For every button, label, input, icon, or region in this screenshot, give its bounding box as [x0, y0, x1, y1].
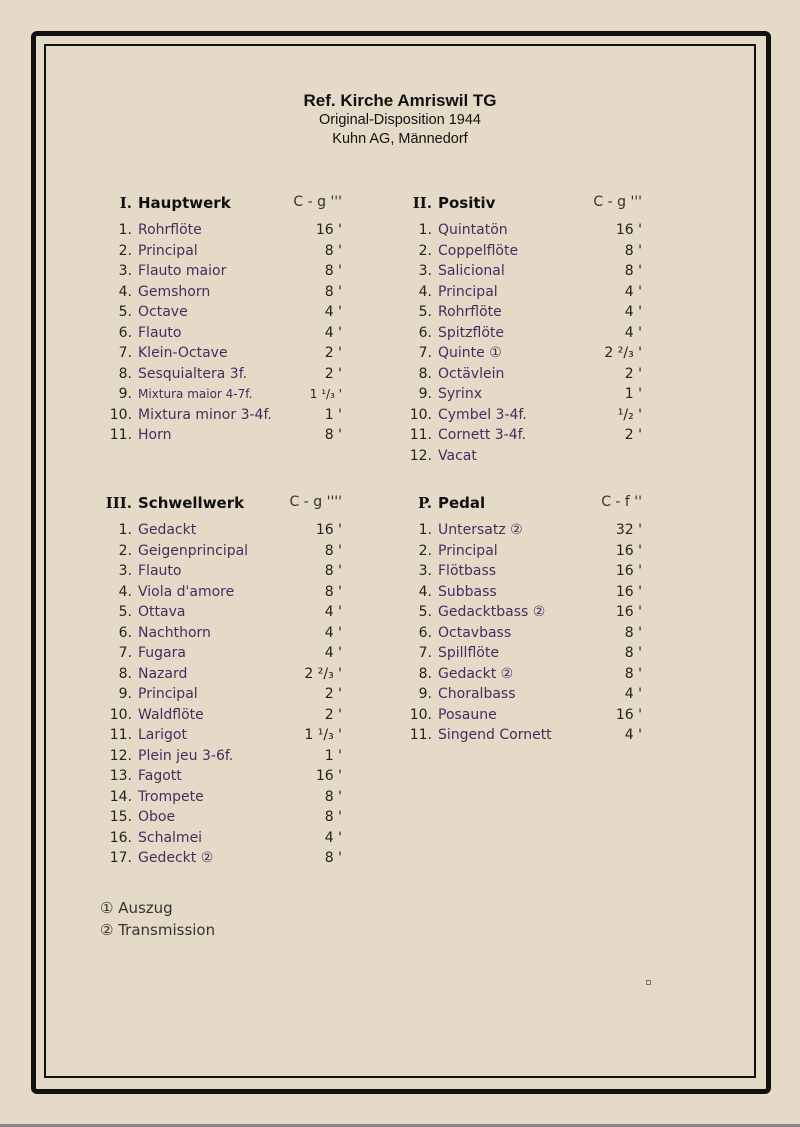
stop-row — [90, 364, 390, 385]
stop-name: Schalmei — [138, 829, 203, 846]
section-header — [90, 494, 390, 520]
stop-row — [390, 364, 690, 385]
stop-pitch: 16 ' — [615, 583, 642, 600]
stop-pitch: 1 ' — [324, 406, 342, 423]
stop-name: Cornett 3-4f. — [438, 427, 526, 443]
stop-row — [90, 828, 390, 849]
section-name: Hauptwerk — [138, 194, 231, 212]
stop-name: Octävlein — [438, 365, 505, 382]
stop-name: Nazard — [138, 665, 188, 682]
stop-row — [90, 541, 390, 562]
stop-name: Rohrflöte — [438, 304, 502, 320]
stop-name: Flauto — [138, 563, 182, 579]
document-title: Ref. Kirche Amriswil TG — [303, 91, 497, 110]
stop-row — [90, 425, 390, 446]
stop-name: Quinte ① — [438, 345, 502, 361]
stop-number: 9. — [418, 386, 432, 402]
stop-number: 11. — [409, 427, 432, 443]
small-square-mark — [646, 980, 651, 985]
stop-name: Spillflöte — [438, 645, 499, 661]
section-header — [390, 494, 690, 520]
stop-number: 11. — [109, 727, 132, 743]
stop-row — [390, 302, 690, 323]
stop-pitch: ¹/₂ ' — [617, 406, 642, 423]
section-compass: C - f '' — [601, 494, 642, 510]
stop-name: Gemshorn — [138, 283, 211, 300]
stop-pitch: 8 ' — [324, 788, 342, 805]
stop-row — [90, 664, 390, 685]
stop-row — [390, 220, 690, 241]
stop-row — [90, 766, 390, 787]
stop-name: Geigenprincipal — [138, 542, 249, 559]
section-compass: C - g '''' — [289, 494, 342, 510]
stop-name: Principal — [138, 686, 198, 702]
stop-number: 14. — [109, 788, 132, 805]
stop-pitch: 4 ' — [324, 324, 342, 341]
footnote-auszug: ① Auszug — [100, 899, 173, 917]
stop-number: 8. — [118, 665, 132, 682]
stop-pitch: 2 ' — [324, 345, 342, 361]
section-name: Schwellwerk — [138, 494, 245, 512]
stop-number: 17. — [109, 850, 132, 866]
stop-number: 2. — [118, 242, 132, 259]
stop-pitch: 8 ' — [324, 563, 342, 579]
stop-row — [390, 343, 690, 364]
stop-name: Trompete — [138, 788, 204, 805]
section-numeral: P. — [417, 494, 432, 512]
stop-name: Gedackt — [138, 522, 197, 538]
stop-pitch: 2 ' — [624, 427, 642, 443]
stop-number: 5. — [418, 304, 432, 320]
stop-row — [90, 261, 390, 282]
stop-row — [90, 602, 390, 623]
stop-pitch: 4 ' — [324, 304, 342, 320]
stop-row — [90, 582, 390, 603]
stop-number: 7. — [118, 645, 132, 661]
stop-name: Mixtura maior 4-7f. — [138, 387, 253, 401]
stop-row — [90, 807, 390, 828]
stop-name: Flauto — [138, 324, 182, 341]
section-header — [90, 194, 390, 220]
stop-row — [90, 302, 390, 323]
stop-name: Cymbel 3-4f. — [438, 406, 527, 423]
section-name: Positiv — [438, 194, 496, 212]
stop-number: 4. — [118, 583, 132, 600]
stop-row — [390, 705, 690, 726]
stop-number: 11. — [109, 427, 132, 443]
stop-name: Horn — [138, 427, 172, 443]
stop-name: Rohrflöte — [138, 222, 202, 238]
stop-row — [90, 705, 390, 726]
section-hauptwerk — [90, 194, 390, 446]
stop-name: Subbass — [438, 583, 497, 600]
stop-name: Fagott — [138, 768, 182, 784]
stop-row — [90, 241, 390, 262]
stop-pitch: 8 ' — [324, 583, 342, 600]
stop-name: Quintatön — [438, 222, 508, 238]
organ-builder: Kuhn AG, Männedorf — [332, 131, 468, 147]
section-numeral: III. — [105, 494, 132, 512]
stop-name: Larigot — [138, 727, 187, 743]
stop-pitch: 4 ' — [624, 686, 642, 702]
stop-pitch: 8 ' — [624, 624, 642, 641]
stop-number: 2. — [118, 542, 132, 559]
stop-number: 1. — [418, 222, 432, 238]
stop-name: Posaune — [438, 706, 497, 723]
stop-number: 3. — [418, 263, 432, 279]
stop-pitch: 8 ' — [624, 242, 642, 259]
stop-row — [90, 787, 390, 808]
stop-number: 6. — [118, 624, 132, 641]
stop-pitch: 8 ' — [324, 809, 342, 825]
stop-pitch: 1 ' — [624, 386, 642, 402]
stop-name: Octave — [138, 304, 188, 320]
stop-pitch: 8 ' — [324, 850, 342, 866]
stop-name: Flauto maior — [138, 263, 227, 279]
stop-row — [390, 384, 690, 405]
stop-row — [90, 384, 390, 405]
stop-number: 4. — [118, 283, 132, 300]
stop-row — [390, 241, 690, 262]
stop-pitch: 8 ' — [324, 242, 342, 259]
stop-pitch: 16 ' — [315, 768, 342, 784]
stop-pitch: 8 ' — [624, 645, 642, 661]
stop-number: 2. — [418, 242, 432, 259]
stop-pitch: 2 ' — [624, 365, 642, 382]
stop-number: 1. — [418, 522, 432, 538]
stop-pitch: 16 ' — [615, 222, 642, 238]
stop-row — [90, 725, 390, 746]
stop-pitch: 2 ²/₃ ' — [304, 665, 342, 682]
stop-pitch: 2 ' — [324, 686, 342, 702]
stop-row — [390, 541, 690, 562]
stop-pitch: 1 ' — [324, 747, 342, 764]
stop-pitch: 8 ' — [324, 542, 342, 559]
stop-row — [90, 405, 390, 426]
stop-name: Fugara — [138, 645, 186, 661]
stop-number: 7. — [418, 645, 432, 661]
stop-pitch: 4 ' — [624, 727, 642, 743]
footnotes — [100, 899, 215, 943]
stop-row — [390, 323, 690, 344]
document-header — [0, 90, 800, 149]
stop-row — [390, 425, 690, 446]
stop-number: 10. — [409, 406, 432, 423]
stop-pitch: 2 ' — [324, 365, 342, 382]
stop-row — [390, 643, 690, 664]
stop-number: 10. — [409, 706, 432, 723]
stop-pitch: 16 ' — [315, 522, 342, 538]
stop-row — [390, 623, 690, 644]
stop-row — [390, 602, 690, 623]
stop-pitch: 16 ' — [615, 542, 642, 559]
stop-name: Principal — [138, 242, 198, 259]
stop-number: 3. — [418, 563, 432, 579]
stop-number: 8. — [418, 665, 432, 682]
stop-row — [90, 282, 390, 303]
section-compass: C - g ''' — [293, 194, 342, 210]
stop-pitch: 8 ' — [624, 665, 642, 682]
document-subtitle: Original-Disposition 1944 — [319, 112, 481, 128]
stop-pitch: 8 ' — [624, 263, 642, 279]
stop-name: Viola d'amore — [138, 583, 235, 600]
section-compass: C - g ''' — [593, 194, 642, 210]
stop-row — [390, 405, 690, 426]
stop-number: 4. — [418, 583, 432, 600]
stop-name: Oboe — [138, 809, 176, 825]
stop-pitch: 4 ' — [324, 645, 342, 661]
stop-name: Untersatz ② — [438, 522, 523, 538]
stop-name: Ottava — [138, 604, 186, 620]
stop-name: Gedackt ② — [438, 665, 514, 682]
stop-name: Choralbass — [438, 686, 516, 702]
stop-name: Mixtura minor 3-4f. — [138, 406, 272, 423]
stop-row — [390, 561, 690, 582]
section-schwellwerk — [90, 494, 390, 869]
stop-name: Octavbass — [438, 624, 512, 641]
stop-number: 9. — [418, 686, 432, 702]
stop-pitch: 4 ' — [324, 829, 342, 846]
section-name: Pedal — [438, 494, 486, 512]
stop-number: 6. — [418, 324, 432, 341]
stop-row — [90, 323, 390, 344]
stop-number: 5. — [418, 604, 432, 620]
stop-pitch: 8 ' — [324, 283, 342, 300]
stop-number: 11. — [409, 727, 432, 743]
stop-row — [90, 684, 390, 705]
section-positiv — [390, 194, 690, 466]
stop-pitch: 16 ' — [615, 604, 642, 620]
stop-row — [390, 684, 690, 705]
stop-row — [390, 261, 690, 282]
stop-row — [90, 343, 390, 364]
stop-pitch: 2 ' — [324, 706, 342, 723]
stop-number: 10. — [109, 406, 132, 423]
stop-number: 3. — [118, 563, 132, 579]
stop-name: Salicional — [438, 263, 505, 279]
stop-pitch: 1 ¹/₃ ' — [309, 387, 342, 401]
stop-name: Vacat — [438, 447, 477, 464]
stop-pitch: 4 ' — [624, 324, 642, 341]
stop-number: 6. — [418, 624, 432, 641]
stop-row — [90, 643, 390, 664]
stop-number: 9. — [118, 686, 132, 702]
stop-row — [90, 520, 390, 541]
stop-row — [90, 220, 390, 241]
stop-number: 3. — [118, 263, 132, 279]
stop-row — [390, 664, 690, 685]
stop-number: 12. — [109, 747, 132, 764]
stop-pitch: 16 ' — [615, 563, 642, 579]
stop-name: Klein-Octave — [138, 345, 228, 361]
stop-pitch: 1 ¹/₃ ' — [304, 727, 342, 743]
stop-name: Waldflöte — [138, 706, 204, 723]
stop-number: 5. — [118, 604, 132, 620]
stop-number: 12. — [409, 447, 432, 464]
stop-number: 7. — [418, 345, 432, 361]
stop-number: 4. — [418, 283, 432, 300]
stop-name: Principal — [438, 283, 498, 300]
stop-name: Coppelflöte — [438, 242, 519, 259]
stop-pitch: 8 ' — [324, 263, 342, 279]
stop-number: 6. — [118, 324, 132, 341]
stop-row — [390, 725, 690, 746]
section-numeral: I. — [119, 194, 132, 212]
stop-pitch: 4 ' — [324, 604, 342, 620]
stop-number: 10. — [109, 706, 132, 723]
stop-name: Syrinx — [438, 386, 482, 402]
stop-name: Principal — [438, 542, 498, 559]
stop-name: Singend Cornett — [438, 727, 552, 743]
stop-row — [390, 282, 690, 303]
stop-row — [390, 446, 690, 467]
stop-row — [90, 561, 390, 582]
section-header — [390, 194, 690, 220]
stop-pitch: 16 ' — [615, 706, 642, 723]
stop-number: 1. — [118, 222, 132, 238]
stop-pitch: 4 ' — [324, 624, 342, 641]
stop-row — [90, 848, 390, 869]
stop-pitch: 4 ' — [624, 283, 642, 300]
stop-row — [390, 520, 690, 541]
stop-pitch: 16 ' — [315, 222, 342, 238]
stop-pitch: 32 ' — [615, 522, 642, 538]
section-numeral: II. — [412, 194, 432, 212]
section-pedal — [390, 494, 690, 746]
stop-name: Nachthorn — [138, 624, 211, 641]
stop-row — [90, 746, 390, 767]
stop-name: Sesquialtera 3f. — [138, 365, 248, 382]
stop-number: 7. — [118, 345, 132, 361]
stop-pitch: 2 ²/₃ ' — [604, 345, 642, 361]
stop-number: 2. — [418, 542, 432, 559]
stop-pitch: 4 ' — [624, 304, 642, 320]
stop-number: 5. — [118, 304, 132, 320]
stop-number: 8. — [118, 365, 132, 382]
stop-number: 16. — [109, 829, 132, 846]
stop-name: Gedacktbass ② — [438, 604, 546, 620]
stop-number: 9. — [118, 386, 132, 402]
stop-pitch: 8 ' — [324, 427, 342, 443]
stop-row — [90, 623, 390, 644]
stop-number: 15. — [109, 809, 132, 825]
stop-row — [390, 582, 690, 603]
stop-name: Plein jeu 3-6f. — [138, 747, 234, 764]
stop-number: 13. — [109, 768, 132, 784]
stop-name: Gedeckt ② — [138, 850, 214, 866]
stop-number: 1. — [118, 522, 132, 538]
stop-name: Flötbass — [438, 563, 497, 579]
footnote-transmission: ② Transmission — [100, 921, 216, 939]
stop-number: 8. — [418, 365, 432, 382]
stop-name: Spitzflöte — [438, 324, 504, 341]
